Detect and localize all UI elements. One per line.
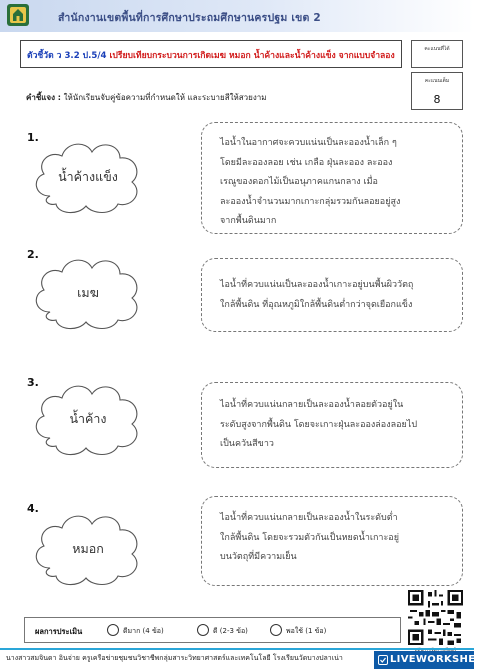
description-line: ใกล้พื้นดิน โดยจะรวมตัวกันเป็นหยดน้ำเกาะอยู่ bbox=[220, 532, 399, 543]
radio-good-label: ดี (2-3 ข้อ) bbox=[213, 627, 248, 635]
indicator-code: ตัวชี้วัด ว 3.2 ป.5/4 bbox=[27, 51, 107, 61]
term-label-2: เมฆ bbox=[77, 285, 99, 300]
description-text-2 bbox=[220, 276, 452, 315]
description-line: ระดับสูงจากพื้นดิน โดยจะเกาะฝุ่นละอองล่องลอยไป bbox=[220, 419, 418, 430]
item-number-4: 4. bbox=[27, 502, 39, 515]
radio-good[interactable] bbox=[197, 624, 209, 636]
radio-fair-label: พอใช้ (1 ข้อ) bbox=[286, 627, 327, 635]
item-number-3: 3. bbox=[27, 376, 39, 389]
description-line: ไอน้ำที่ควบแน่นเป็นละอองน้ำเกาะอยู่บนพื้นผิววัตถุ bbox=[220, 280, 414, 290]
footer-divider bbox=[0, 648, 474, 650]
liveworksheets-brand: LIVEWORKSHEETS bbox=[390, 654, 497, 665]
description-text-1 bbox=[220, 134, 452, 232]
instruction-text: ให้นักเรียนจับคู่ข้อความที่กำหนดให้ และระบายสีให้สวยงาม bbox=[63, 93, 267, 102]
description-line: จากพื้นดินมาก bbox=[220, 216, 277, 226]
description-box-4[interactable] bbox=[201, 496, 463, 586]
description-box-2[interactable] bbox=[201, 258, 463, 332]
liveworksheets-logo-icon bbox=[378, 655, 388, 665]
cloud-term-4[interactable] bbox=[28, 506, 148, 590]
description-text-3 bbox=[220, 396, 452, 455]
description-line: โดยมีละอองลอย เช่น เกลือ ฝุ่นละออง ละออง bbox=[220, 157, 393, 168]
qr-code-icon bbox=[408, 590, 463, 645]
radio-excellent[interactable] bbox=[107, 624, 119, 636]
header-banner bbox=[0, 0, 474, 32]
item-number-2: 2. bbox=[27, 248, 39, 261]
header-title: สำนักงานเขตพื้นที่การศึกษาประถมศึกษานครปฐม เขต 2 bbox=[58, 12, 321, 24]
school-logo-icon bbox=[6, 3, 30, 27]
description-line: ไอน้ำที่ควบแน่นกลายเป็นละอองน้ำลอยตัวอยู่ใน bbox=[220, 400, 404, 410]
footer-credit: นางสาวสมจินดา อินจ่าย ครูเครือข่ายชุมชนวิชาชีพกลุ่มสาระวิทยาศาสตร์และเทคโนโลยี โรงเรียนวัดบางปลาเน่า bbox=[6, 654, 343, 662]
term-label-1: น้ำค้างแข็ง bbox=[58, 169, 118, 184]
description-line: เป็นควันสีขาว bbox=[220, 439, 274, 449]
description-line: ใกล้พื้นดิน ที่อุณหภูมิใกล้พื้นดินต่ำกว่าจุดเยือกแข็ง bbox=[220, 299, 413, 310]
score-total-value: 8 bbox=[433, 93, 441, 106]
indicator-box bbox=[20, 40, 402, 68]
cloud-term-1[interactable] bbox=[28, 134, 148, 218]
radio-fair[interactable] bbox=[270, 624, 282, 636]
liveworksheets-badge[interactable] bbox=[374, 651, 497, 669]
instruction-label: คำชี้แจง : bbox=[26, 93, 62, 102]
indicator-description: เปรียบเทียบกระบวนการเกิดเมฆ หมอก น้ำค้างและน้ำค้างแข็ง จากแบบจำลอง bbox=[109, 51, 395, 61]
score-earned-box[interactable] bbox=[411, 40, 463, 68]
score-total-box bbox=[411, 72, 463, 110]
indicator-text bbox=[27, 48, 395, 62]
term-label-4: หมอก bbox=[72, 541, 104, 556]
radio-excellent-label: ดีมาก (4 ข้อ) bbox=[123, 627, 164, 635]
instruction bbox=[26, 91, 267, 104]
evaluation-label: ผลการประเมิน bbox=[35, 627, 83, 636]
item-number-1: 1. bbox=[27, 131, 39, 144]
description-line: เรณูของดอกไม้เป็นอนุภาคแกนกลาง เมื่อ bbox=[220, 177, 378, 187]
cloud-term-3[interactable] bbox=[28, 376, 148, 460]
score-total-label: คะแนนเต็ม bbox=[424, 78, 450, 84]
score-earned-label: คะแนนที่ได้ bbox=[424, 46, 450, 52]
evaluation-box bbox=[24, 617, 401, 643]
term-label-3: น้ำค้าง bbox=[69, 411, 107, 426]
description-text-4 bbox=[220, 509, 452, 568]
description-line: ไอน้ำในอากาศจะควบแน่นเป็นละอองน้ำเล็ก ๆ bbox=[220, 138, 397, 148]
description-line: บนวัตถุที่มีความเย็น bbox=[220, 552, 297, 562]
description-box-3[interactable] bbox=[201, 382, 463, 468]
description-box-1[interactable] bbox=[201, 122, 463, 234]
description-line: ละอองน้ำจำนวนมากเกาะกลุ่มรวมกันลอยอยู่สูง bbox=[220, 196, 401, 207]
cloud-term-2[interactable] bbox=[28, 250, 148, 334]
description-line: ไอน้ำที่ควบแน่นกลายเป็นละอองน้ำในระดับต่ำ bbox=[220, 513, 398, 523]
